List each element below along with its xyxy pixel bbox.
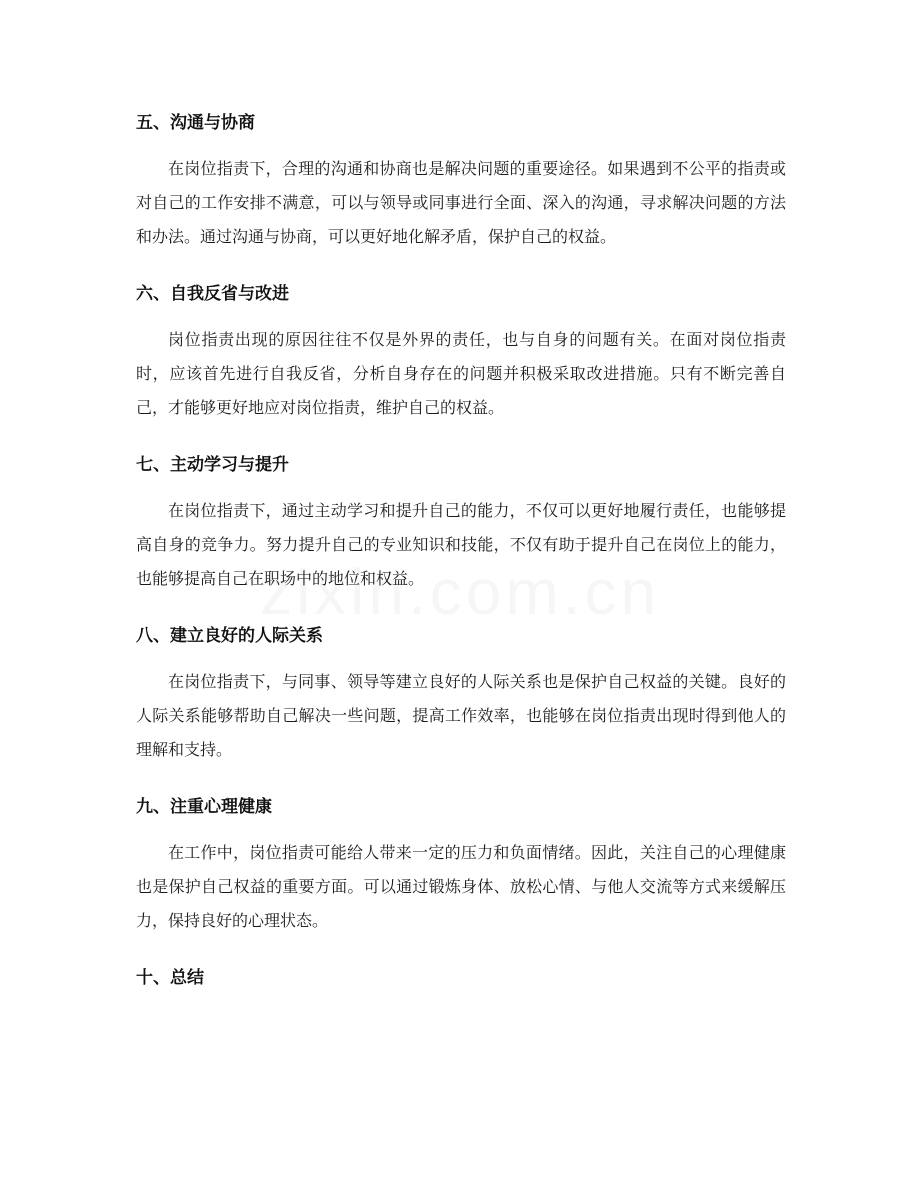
section-heading-10: 十、总结 bbox=[136, 968, 204, 988]
document-body bbox=[136, 104, 786, 997]
section-heading-9: 九、注重心理健康 bbox=[136, 797, 272, 817]
section-heading-5: 五、沟通与协商 bbox=[136, 113, 255, 133]
section-heading-8: 八、建立良好的人际关系 bbox=[136, 626, 323, 646]
section-paragraph-8: 在岗位指责下，与同事、领导等建立良好的人际关系也是保护自己权益的关键。良好的人际关系能够帮助自己解决一些问题，提高工作效率，也能够在岗位指责出现时得到他人的理解和支持。 bbox=[136, 672, 786, 759]
section-paragraph-9: 在工作中，岗位指责可能给人带来一定的压力和负面情绪。因此，关注自己的心理健康也是保护自己权益的重要方面。可以通过锻炼身体、放松心情、与他人交流等方式来缓解压力，保持良好的心理状态。 bbox=[136, 843, 786, 930]
section-heading-7: 七、主动学习与提升 bbox=[136, 455, 289, 475]
section-heading-6: 六、自我反省与改进 bbox=[136, 284, 289, 304]
section-paragraph-5: 在岗位指责下，合理的沟通和协商也是解决问题的重要途径。如果遇到不公平的指责或对自己的工作安排不满意，可以与领导或同事进行全面、深入的沟通，寻求解决问题的方法和办法。通过沟通与协商，可以更好地化解矛盾，保护自己的权益。 bbox=[136, 159, 786, 246]
section-paragraph-6: 岗位指责出现的原因往往不仅是外界的责任，也与自身的问题有关。在面对岗位指责时，应该首先进行自我反省，分析自身存在的问题并积极采取改进措施。只有不断完善自己，才能够更好地应对岗位指责，维护自己的权益。 bbox=[136, 330, 786, 417]
section-paragraph-7: 在岗位指责下，通过主动学习和提升自己的能力，不仅可以更好地履行责任，也能够提高自身的竞争力。努力提升自己的专业知识和技能，不仅有助于提升自己在岗位上的能力，也能够提高自己在职场中的地位和权益。 bbox=[136, 501, 786, 588]
